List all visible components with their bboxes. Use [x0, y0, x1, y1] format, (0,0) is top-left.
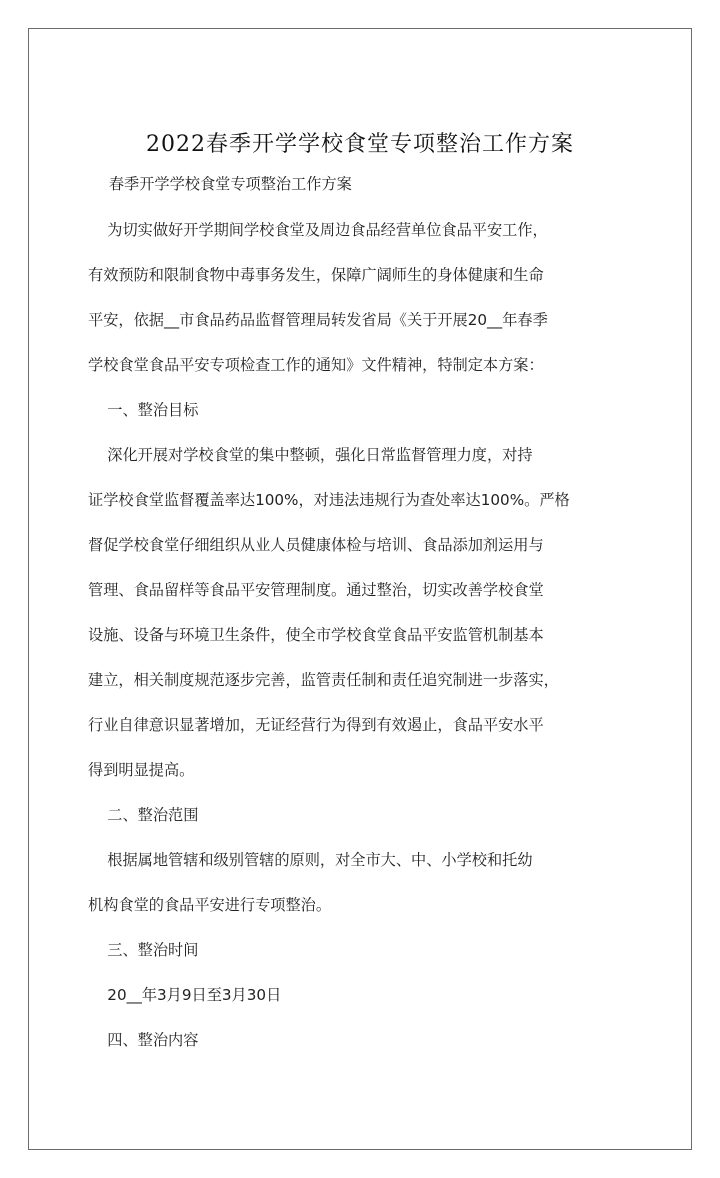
paragraph-line: 为切实做好开学期间学校食堂及周边食品经营单位食品平安工作， [88, 221, 548, 239]
paragraph-line: 管理、食品留样等食品平安管理制度。通过整治，切实改善学校食堂 [88, 581, 544, 599]
paragraph-line: 建立，相关制度规范逐步完善，监管责任制和责任追究制进一步落实， [88, 671, 559, 689]
subtitle-line: 春季开学学校食堂专项整治工作方案 [104, 175, 352, 193]
paragraph-line: 有效预防和限制食物中毒事务发生，保障广阔师生的身体健康和生命 [88, 266, 544, 284]
paragraph-line: 督促学校食堂仔细组织从业人员健康体检与培训、食品添加剂运用与 [88, 536, 544, 554]
section-heading: 一、整治目标 [88, 401, 199, 419]
paragraph-line: 根据属地管辖和级别管辖的原则，对全市大、中、小学校和托幼 [88, 851, 533, 869]
paragraph-line: 20__年3月9日至3月30日 [88, 986, 282, 1004]
document-title: 2022春季开学学校食堂专项整治工作方案 [146, 132, 574, 157]
section-heading: 四、整治内容 [88, 1031, 199, 1049]
paragraph-line: 设施、设备与环境卫生条件，使全市学校食堂食品平安监管机制基本 [88, 626, 544, 644]
section-heading: 三、整治时间 [88, 941, 199, 959]
paragraph-line: 深化开展对学校食堂的集中整顿，强化日常监督管理力度，对持 [88, 446, 533, 464]
section-heading: 二、整治范围 [88, 806, 199, 824]
paragraph-line: 学校食堂食品平安专项检查工作的通知》文件精神，特制定本方案： [88, 356, 544, 374]
paragraph-line: 机构食堂的食品平安进行专项整治。 [88, 896, 331, 914]
paragraph-line: 证学校食堂监督覆盖率达100%，对违法违规行为查处率达100%。严格 [88, 491, 570, 509]
paragraph-line: 行业自律意识显著增加，无证经营行为得到有效遏止，食品平安水平 [88, 716, 544, 734]
paragraph-line: 平安，依据__市食品药品监督管理局转发省局《关于开展20__年春季 [88, 311, 548, 329]
paragraph-line: 得到明显提高。 [88, 761, 195, 779]
